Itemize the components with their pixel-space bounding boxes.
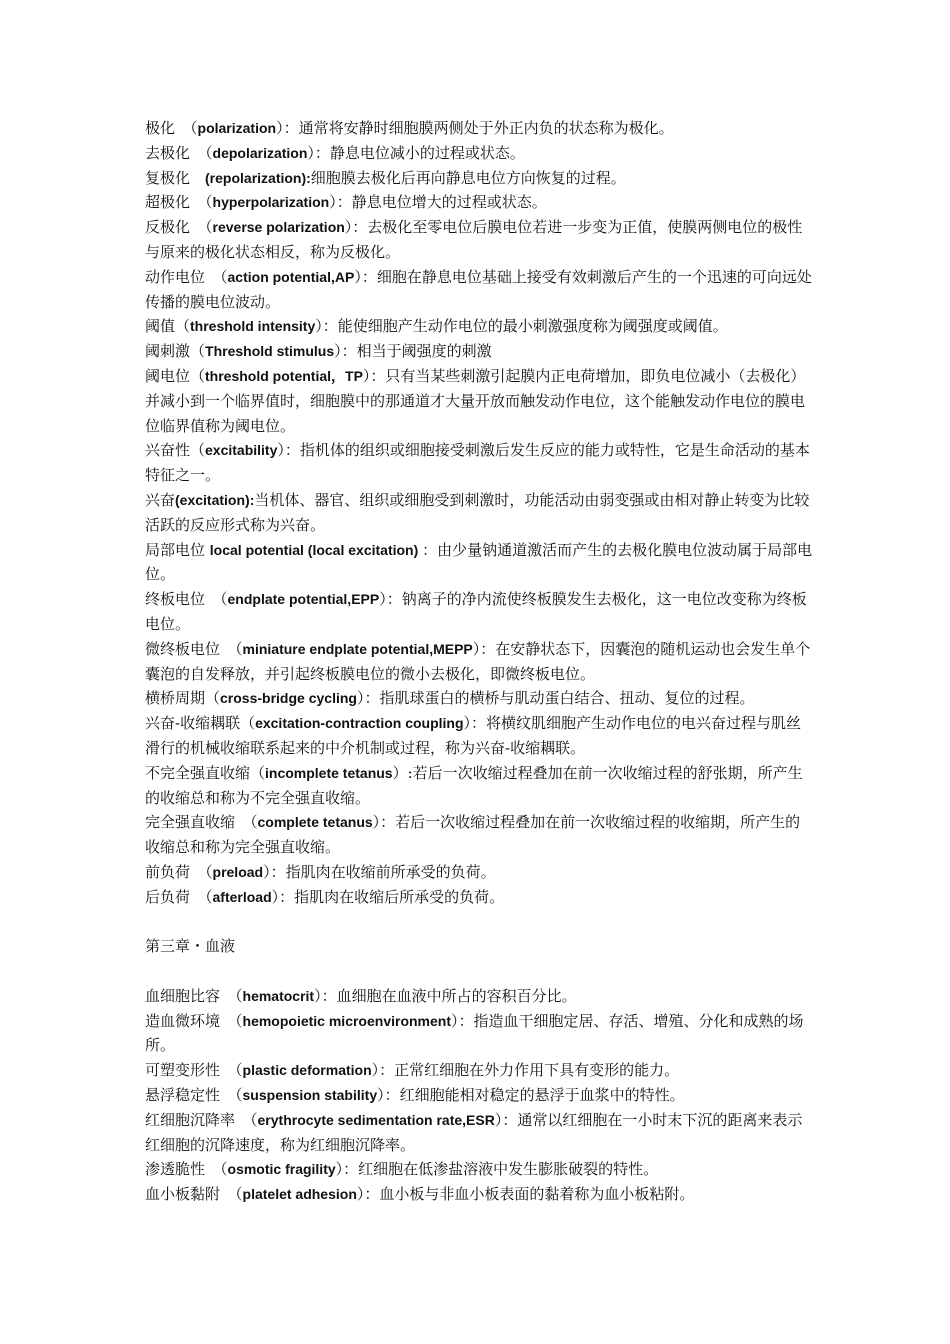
term-definition: ）：红细胞能相对稳定的悬浮于血浆中的特性。 (377, 1086, 685, 1105)
term-english: threshold intensity (190, 318, 316, 335)
term-definition: ）：指肌肉在收缩前所承受的负荷。 (263, 862, 496, 881)
term-english: hemopoietic microenvironment (242, 1012, 451, 1029)
term-english: preload (212, 863, 264, 880)
term-label: 复极化 (145, 168, 206, 187)
term-label: 渗透脆性 （ (145, 1160, 228, 1179)
definitions-section-1 (145, 116, 815, 910)
term-definition: 当机体、器官、组织或细胞受到刺激时，功能活动由弱变强或由相对静止转变为比较活跃的反应形式称为兴奋。 (145, 490, 810, 534)
term-english: hyperpolarization (212, 194, 330, 211)
term-definition: ）：只有当某些刺激引起膜内正电荷增加，即负电位减小（去极化）并减小到一个临界值时，细胞膜中的那通道才大量开放而触发动作电位，这个能触发动作电位的膜电位临界值称为阈电位。 (145, 366, 806, 435)
definition-entry (145, 190, 815, 215)
term-english: reverse polarization (212, 219, 345, 236)
term-english: afterload (212, 888, 272, 905)
definition-entry (145, 885, 815, 910)
definition-entry (145, 438, 815, 488)
term-label: 反极化 （ (145, 218, 213, 237)
term-definition: ）：指造血干细胞定居、存活、增殖、分化和成熟的场所。 (145, 1011, 804, 1055)
definition-entry (145, 1058, 815, 1083)
term-english: plastic deformation (242, 1062, 372, 1079)
term-english: cross-bridge cycling (220, 690, 357, 707)
term-definition: ：由少量钠通道激活而产生的去极化膜电位波动属于局部电位。 (145, 540, 813, 584)
term-definition: ）：静息电位减小的过程或状态。 (307, 143, 525, 162)
term-definition: ）：血细胞在血液中所占的容积百分比。 (314, 986, 577, 1005)
definition-entry (145, 1157, 815, 1182)
definition-entry (145, 860, 815, 885)
term-english: hematocrit (242, 987, 315, 1004)
chapter-heading: 第三章・血液 (145, 937, 236, 956)
term-label: 前负荷 （ (145, 862, 213, 881)
definition-entry (145, 1083, 815, 1108)
definition-entry (145, 488, 815, 538)
definition-entry (145, 265, 815, 315)
term-definition: ）：通常以红细胞在一小时末下沉的距离来表示红细胞的沉降速度，称为红细胞沉降率。 (145, 1110, 803, 1154)
term-definition: ）：若后一次收缩过程叠加在前一次收缩过程的收缩期，所产生的收缩总和称为完全强直收缩。 (145, 813, 801, 857)
term-label: 后负荷 （ (145, 887, 213, 906)
term-definition: ）：血小板与非血小板表面的黏着称为血小板粘附。 (356, 1185, 695, 1204)
definition-entry (145, 141, 815, 166)
term-definition: ）：细胞在静息电位基础上接受有效刺激后产生的一个迅速的可向远处传播的膜电位波动。 (145, 267, 812, 311)
term-label: 血细胞比容 （ (145, 986, 243, 1005)
term-english: (excitation): (175, 491, 255, 508)
term-label: 极化 （ (145, 119, 198, 137)
definition-entry (145, 215, 815, 265)
definition-entry (145, 1009, 815, 1059)
term-english: Threshold stimulus (205, 343, 335, 360)
definition-entry (145, 686, 815, 711)
term-label: 横桥周期（ (145, 689, 221, 708)
term-english: complete tetanus (257, 814, 373, 831)
term-english: excitability (205, 442, 278, 459)
term-definition: ）：相当于阈强度的刺激 (334, 342, 492, 361)
definition-entry (145, 538, 815, 588)
term-definition: ）：静息电位增大的过程或状态。 (329, 193, 547, 212)
term-english: (repolarization): (205, 169, 311, 186)
term-definition: ）：指机体的组织或细胞接受刺激后发生反应的能力或特性，它是生命活动的基本特征之一。 (145, 441, 810, 485)
term-label: 完全强直收缩 （ (145, 813, 258, 832)
term-english: threshold potential，TP (205, 367, 363, 384)
term-label: 终板电位 （ (145, 590, 228, 609)
definition-entry (145, 314, 815, 339)
term-definition: ）：钠离子的净内流使终板膜发生去极化，这一电位改变称为终板电位。 (145, 590, 807, 633)
term-definition: ）：正常红细胞在外力作用下具有变形的能力。 (371, 1061, 680, 1080)
term-label: 阈电位（ (145, 366, 206, 385)
definition-entry (145, 1182, 815, 1207)
term-label: 不完全强直收缩（ (145, 763, 266, 782)
term-label: 去极化 （ (145, 143, 213, 162)
definition-entry (145, 1108, 815, 1158)
term-label: 红细胞沉降率 （ (145, 1110, 258, 1129)
term-label: 局部电位 (145, 540, 210, 559)
term-label: 阈刺激（ (145, 342, 206, 361)
term-label: 可塑变形性 （ (145, 1061, 243, 1080)
term-label: 兴奋 (145, 490, 176, 509)
definition-entry (145, 711, 815, 761)
term-english: local potential (local excitation) (209, 541, 423, 558)
term-english: miniature endplate potential,MEPP (242, 640, 473, 657)
term-label: 超极化 （ (145, 193, 213, 212)
term-label: 兴奋-收缩耦联（ (145, 714, 256, 733)
document-body (145, 116, 815, 1207)
term-english: osmotic fragility (227, 1161, 336, 1178)
term-label: 微终板电位 （ (145, 639, 243, 658)
term-definition: ）：红细胞在低渗盐溶液中发生膨胀破裂的特性。 (335, 1160, 659, 1179)
definition-entry (145, 364, 815, 438)
term-definition: ）：指肌肉在收缩后所承受的负荷。 (271, 887, 505, 906)
term-english: excitation-contraction coupling (255, 715, 464, 732)
term-definition: ）：指肌球蛋白的横桥与肌动蛋白结合、扭动、复位的过程。 (356, 689, 755, 708)
definition-entry (145, 339, 815, 364)
term-english: platelet adhesion (242, 1186, 357, 1203)
term-label: 动作电位 （ (145, 267, 228, 286)
term-english: polarization (197, 120, 277, 136)
term-label: 阈值（ (145, 317, 191, 336)
term-label: 造血微环境 （ (145, 1011, 243, 1030)
term-definition: ）：在安静状态下，因囊泡的随机运动也会发生单个囊泡的自发释放，并引起终板膜电位的微小去极化，即微终板电位。 (145, 639, 811, 683)
definition-entry (145, 166, 815, 191)
term-definition: ）：通常将安静时细胞膜两侧处于外正内负的状态称为极化。 (276, 119, 674, 137)
term-english: incomplete tetanus (265, 764, 393, 781)
term-label: 悬浮稳定性 （ (145, 1086, 243, 1105)
term-definition: ）：能使细胞产生动作电位的最小刺激强度称为阈强度或阈值。 (315, 317, 728, 336)
definitions-section-2 (145, 984, 815, 1207)
term-english: suspension stability (242, 1087, 378, 1104)
term-label: 兴奋性（ (145, 441, 206, 460)
term-english: action potential,AP (227, 268, 355, 285)
term-label: 血小板黏附 （ (145, 1185, 243, 1204)
term-english: depolarization (212, 144, 308, 161)
term-definition: ）：去极化至零电位后膜电位若进一步变为正值，使膜两侧电位的极性与原来的极化状态相反，称为反极化。 (145, 218, 803, 261)
term-english: endplate potential,EPP (227, 591, 380, 608)
definition-entry (145, 637, 815, 687)
definition-entry (145, 761, 815, 811)
term-english: erythrocyte sedimentation rate,ESR (257, 1111, 495, 1128)
term-definition: ）：将横纹肌细胞产生动作电位的电兴奋过程与肌丝滑行的机械收缩联系起来的中介机制或过程，称为兴奋-收缩耦联。 (145, 714, 802, 757)
definition-entry (145, 116, 815, 141)
term-definition: ）:若后一次收缩过程叠加在前一次收缩过程的舒张期，所产生的收缩总和称为不完全强直收缩。 (145, 763, 803, 807)
definition-entry (145, 587, 815, 637)
definition-entry (145, 810, 815, 860)
definition-entry (145, 984, 815, 1009)
term-definition: 细胞膜去极化后再向静息电位方向恢复的过程。 (310, 168, 626, 187)
